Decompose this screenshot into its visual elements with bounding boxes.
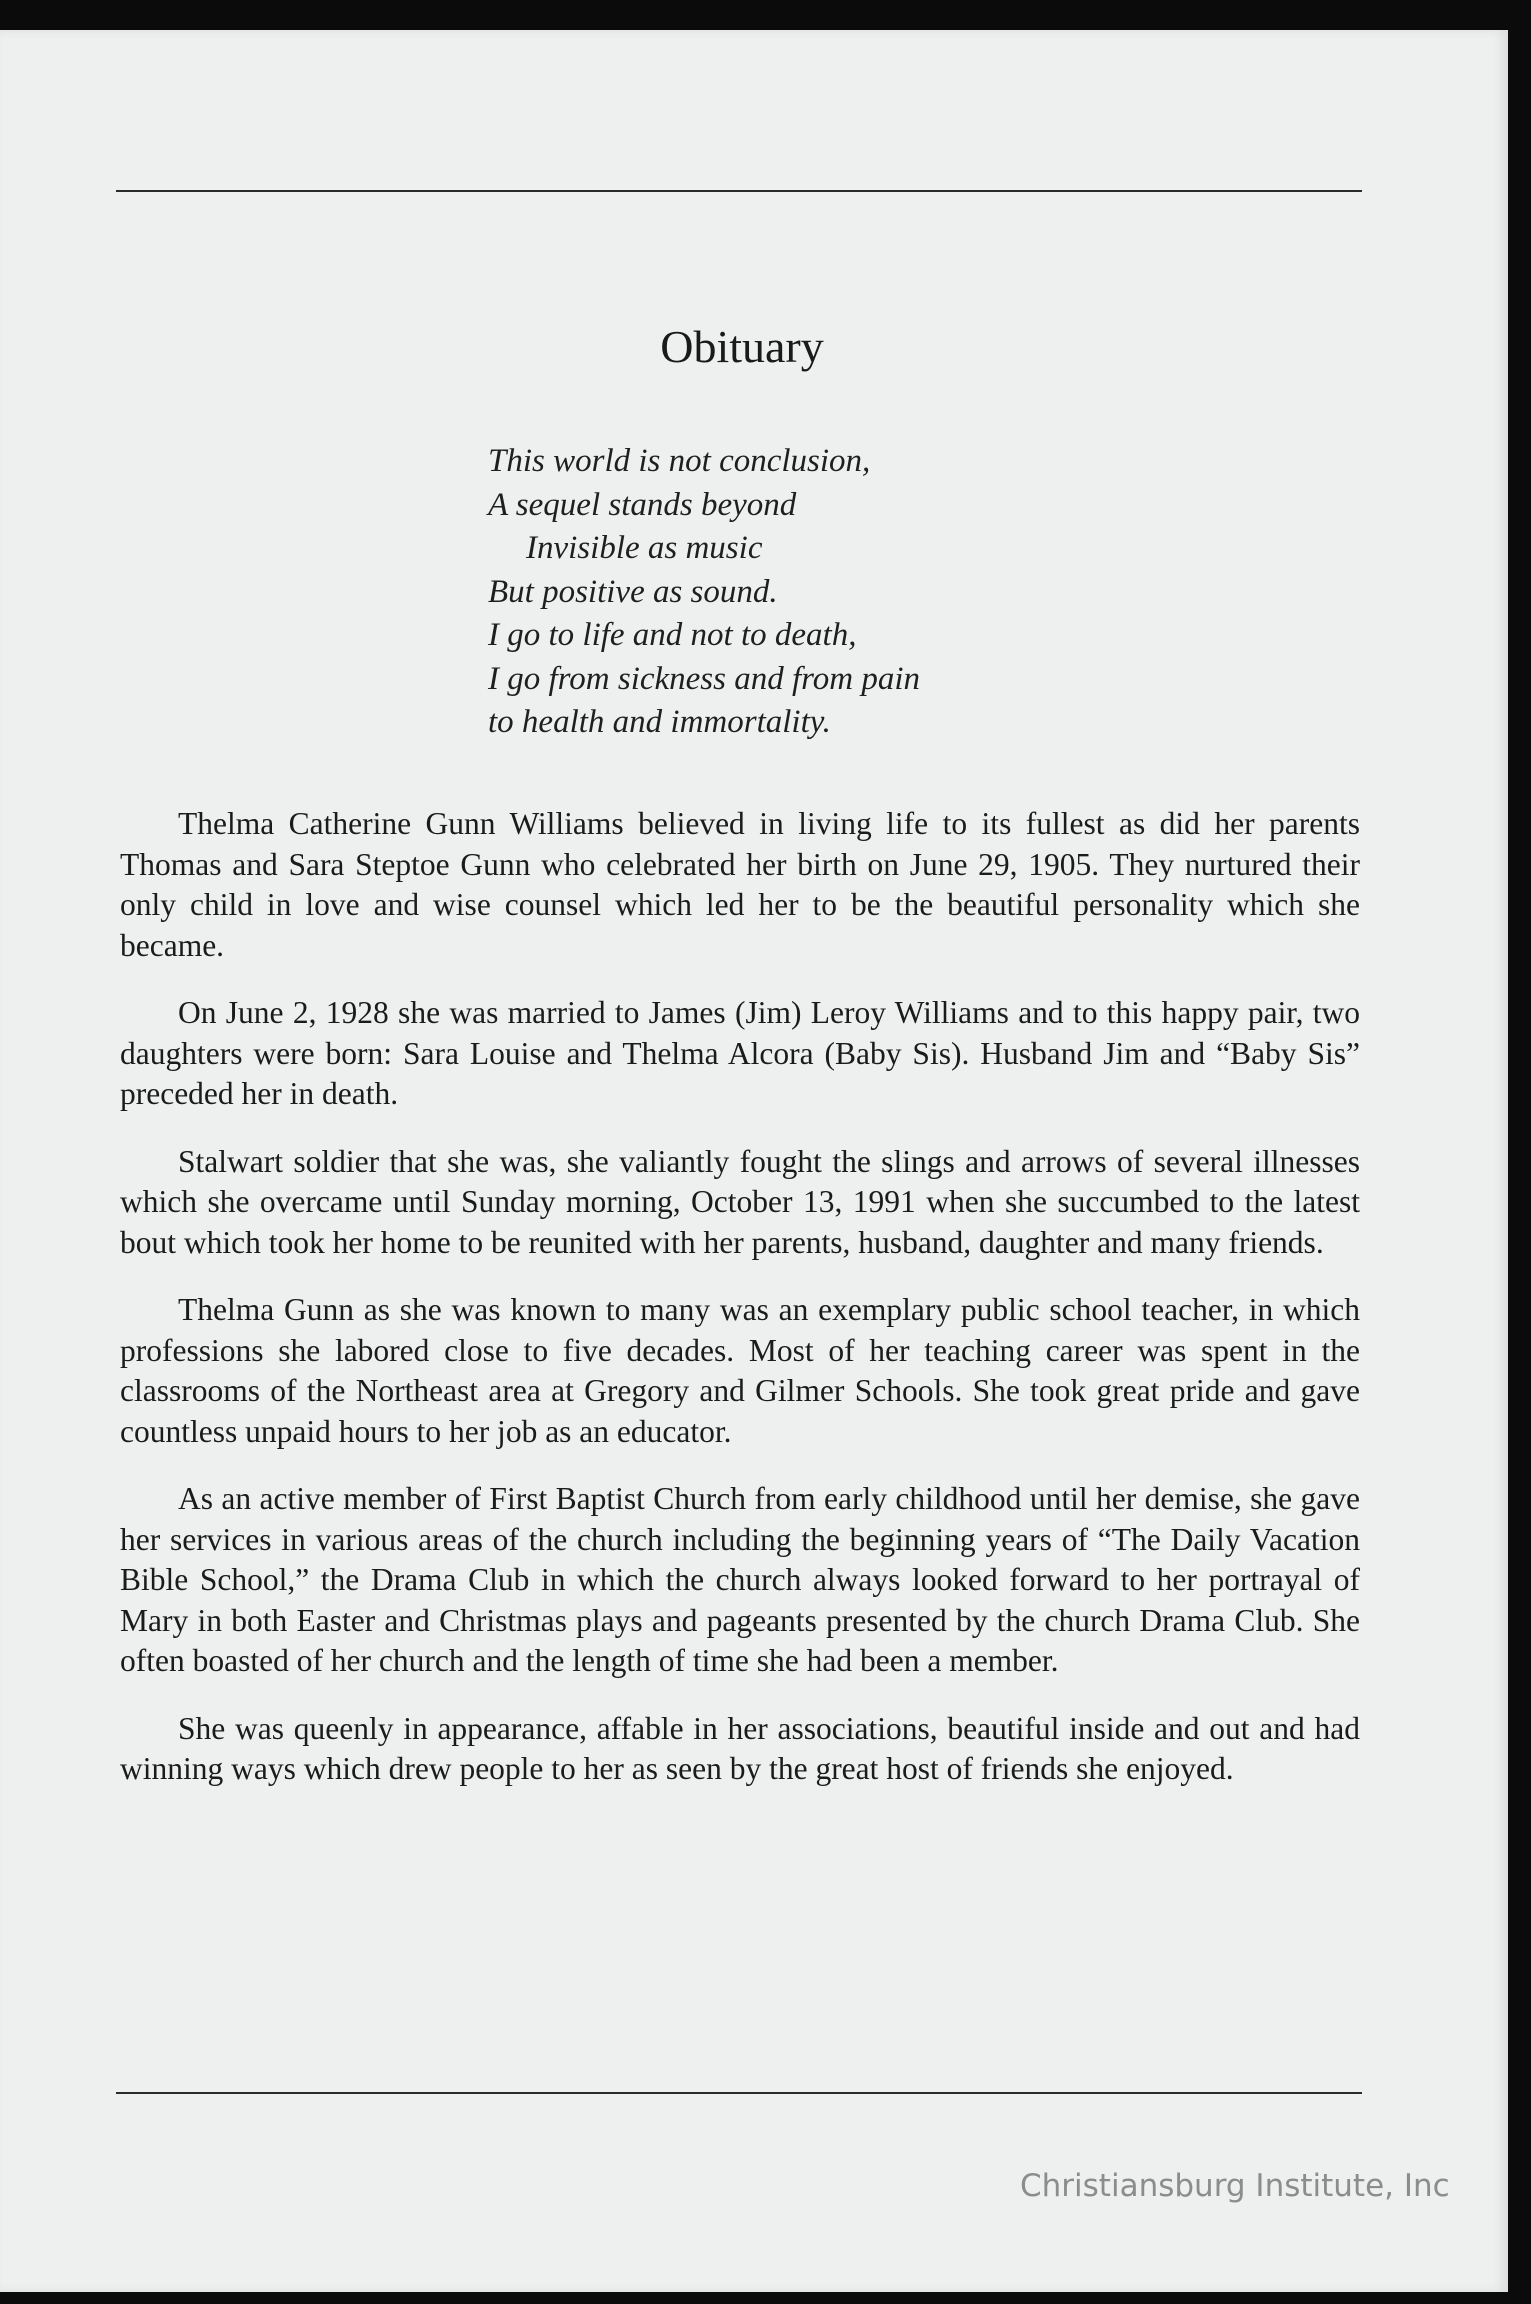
paragraph-church: As an active member of First Baptist Church from early childhood until her demise, she gave her services in various areas of the church including the beginning years of “The Daily Vacation Bible School,” the Drama Club in which the church always looked forward to her portrayal of Mary in both Easter and Christmas plays and pageants presented by the church Drama Club. She often boasted of her church and the length of time she had been a member. <box>120 1481 1360 1678</box>
obituary-body <box>120 804 1360 1817</box>
poem-line: Invisible as music <box>526 530 763 566</box>
watermark: Christiansburg Institute, Inc <box>1020 2168 1450 2204</box>
document-page <box>0 30 1508 2292</box>
bottom-divider <box>116 2092 1362 2094</box>
paragraph-birth: Thelma Catherine Gunn Williams believed in living life to its fullest as did her parents Thomas and Sara Steptoe Gunn who celebrated her birth on June 29, 1905. They nurtured their only child in love and wise counsel which led her to be the beautiful personality which she became. <box>120 806 1360 963</box>
poem-line: A sequel stands beyond <box>488 486 797 523</box>
top-divider <box>116 190 1362 192</box>
page-title: Obituary <box>660 321 824 372</box>
poem <box>488 440 1088 745</box>
paragraph-passing: Stalwart soldier that she was, she valiantly fought the slings and arrows of several illnesses which she overcame until Sunday morning, October 13, 1991 when she succumbed to the latest bout which took her home to be reunited with her parents, husband, daughter and many friends. <box>120 1143 1360 1260</box>
paragraph-character: She was queenly in appearance, affable in her associations, beautiful inside and out and had winning ways which drew people to her as seen by the great host of friends she enjoyed. <box>120 1710 1360 1786</box>
poem-line: I go to life and not to death, <box>488 617 857 653</box>
paragraph-marriage: On June 2, 1928 she was married to James (Jim) Leroy Williams and to this happy pair, two daughters were born: Sara Louise and Thelma Alcora (Baby Sis). Husband Jim and “Baby Sis” preceded her in death. <box>120 995 1360 1111</box>
poem-line: This world is not conclusion, <box>488 443 871 479</box>
poem-line: But positive as sound. <box>488 573 778 610</box>
poem-line: I go from sickness and from pain <box>488 660 921 697</box>
poem-line: to health and immortality. <box>488 704 831 740</box>
paragraph-career: Thelma Gunn as she was known to many was an exemplary public school teacher, in which professions she labored close to five decades. Most of her teaching career was spent in the classrooms of the Northeast area at Gregory and Gilmer Schools. She took great pride and gave countless unpaid hours to her job as an educator. <box>120 1292 1360 1449</box>
